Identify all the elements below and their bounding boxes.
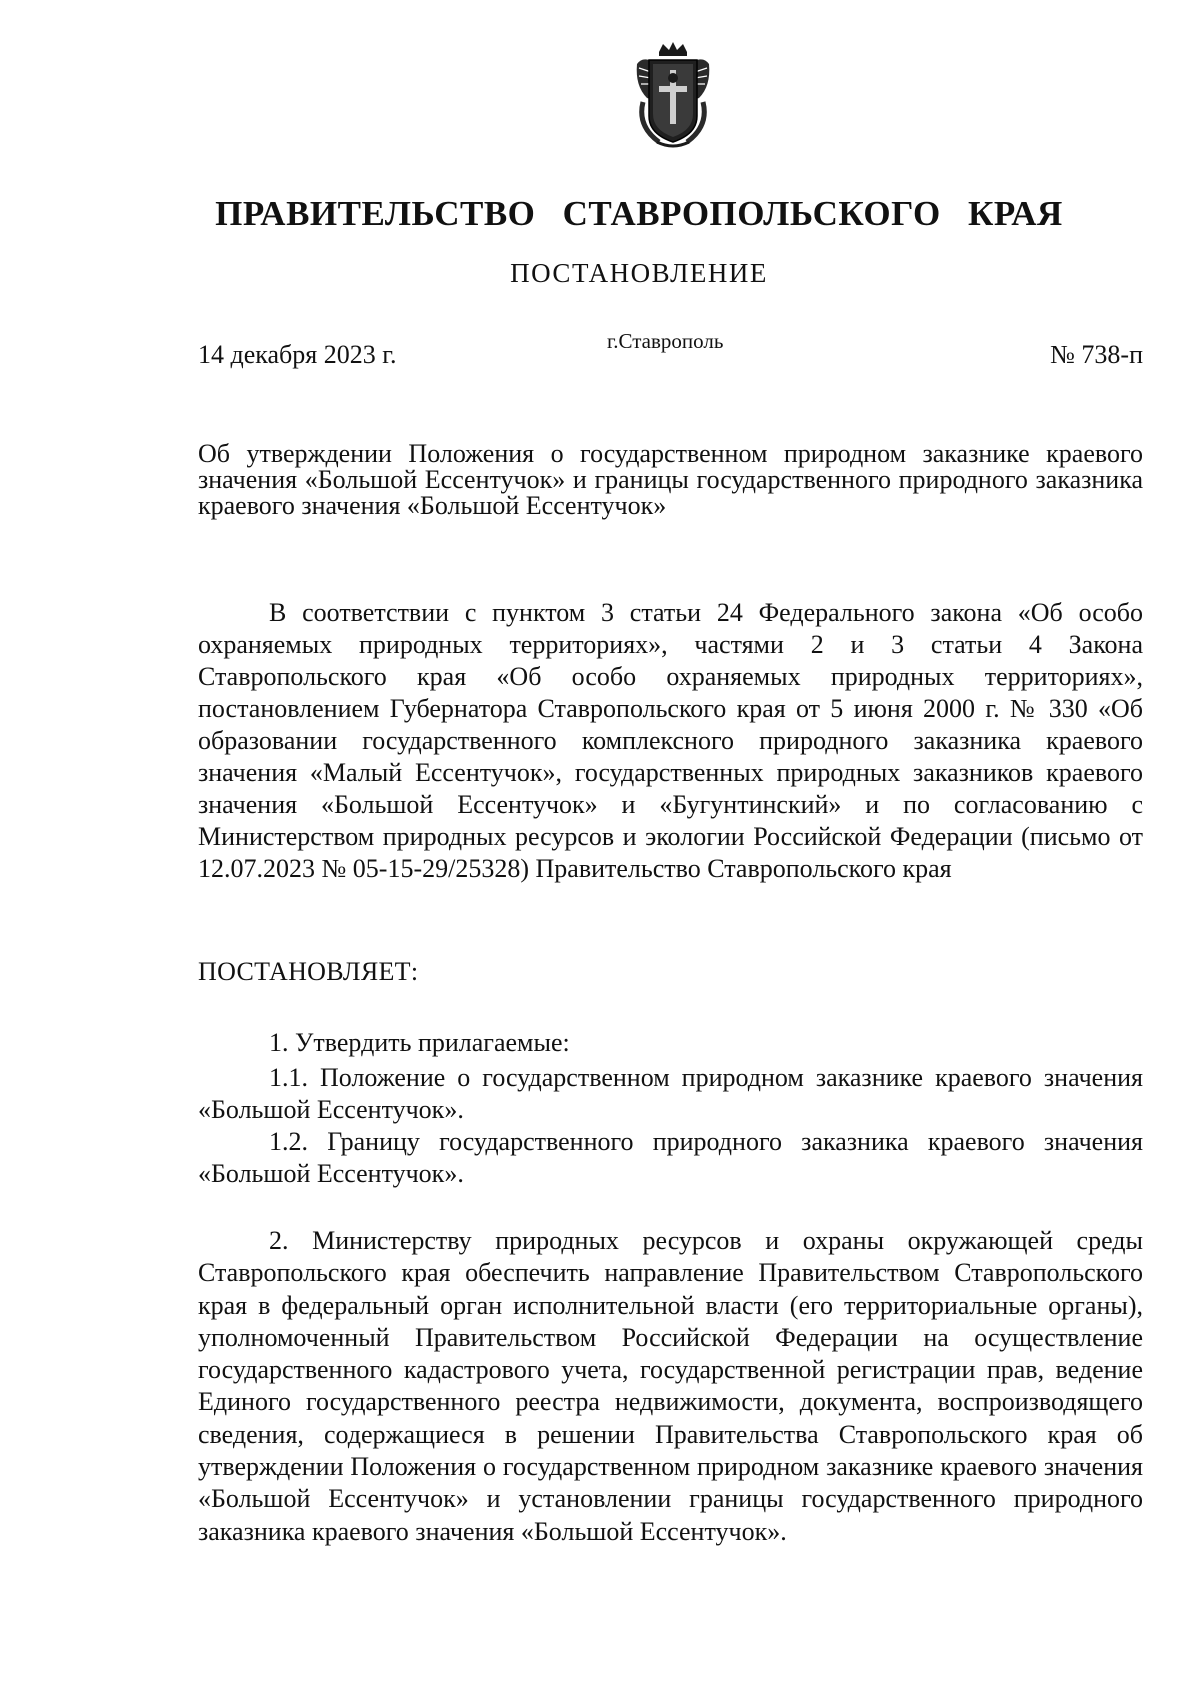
preamble-paragraph: В соответствии с пунктом 3 статьи 24 Федерального закона «Об особо охраняемых природных территориях», частями 2 и 3 статьи 4 Закона Ставропольского края «Об особо охраняемых природных территориях», постановлением Губернатора Ставропольского края от 5 июня 2000 г. № 330 «Об образовании государственного комплексного природного заказника краевого значения «Малый Ессентучок», государственных природных заказников краевого значения «Большой Ессентучок» и «Бугунтинский» и по согласованию с Министерством природных ресурсов и экологии Российской Федерации (письмо от 12.07.2023 № 05-15-29/25328) Правительство Ставропольского края: [198, 598, 1143, 883]
item-1-1: 1.1. Положение о государственном природном заказнике краевого значения «Большой Ессентучок».: [198, 1063, 1143, 1124]
resolves-heading: ПОСТАНОВЛЯЕТ:: [198, 957, 419, 986]
item-1: 1. Утвердить прилагаемые:: [269, 1028, 570, 1057]
item-1-2: 1.2. Границу государственного природного заказника краевого значения «Большой Ессентучок».: [198, 1127, 1143, 1188]
document-number: № 738-п: [1050, 340, 1143, 369]
document-subject: Об утверждении Положения о государственном природном заказнике краевого значения «Большой Ессентучок» и границы государственного природного заказника краевого значения «Большой Ессентучок»: [198, 439, 1143, 520]
document-type: ПОСТАНОВЛЕНИЕ: [510, 258, 768, 288]
coat-of-arms-icon: [629, 42, 717, 150]
document-date: 14 декабря 2023 г.: [198, 340, 397, 369]
document-city: г.Ставрополь: [607, 329, 724, 353]
government-title: ПРАВИТЕЛЬСТВО СТАВРОПОЛЬСКОГО КРАЯ: [215, 194, 1063, 233]
item-2: 2. Министерству природных ресурсов и охраны окружающей среды Ставропольского края обеспечить направление Правительством Ставропольского края в федеральный орган исполнительной власти (его территориальные органы), уполномоченный Правительством Российской Федерации на осуществление государственного кадастрового учета, государственной регистрации прав, ведение Единого государственного реестра недвижимости, документа, воспроизводящего сведения, содержащиеся в решении Правительства Ставропольского края об утверждении Положения о государственном природном заказнике краевого значения «Большой Ессентучок» и установлении границы государственного природного заказника краевого значения «Большой Ессентучок».: [198, 1226, 1143, 1546]
